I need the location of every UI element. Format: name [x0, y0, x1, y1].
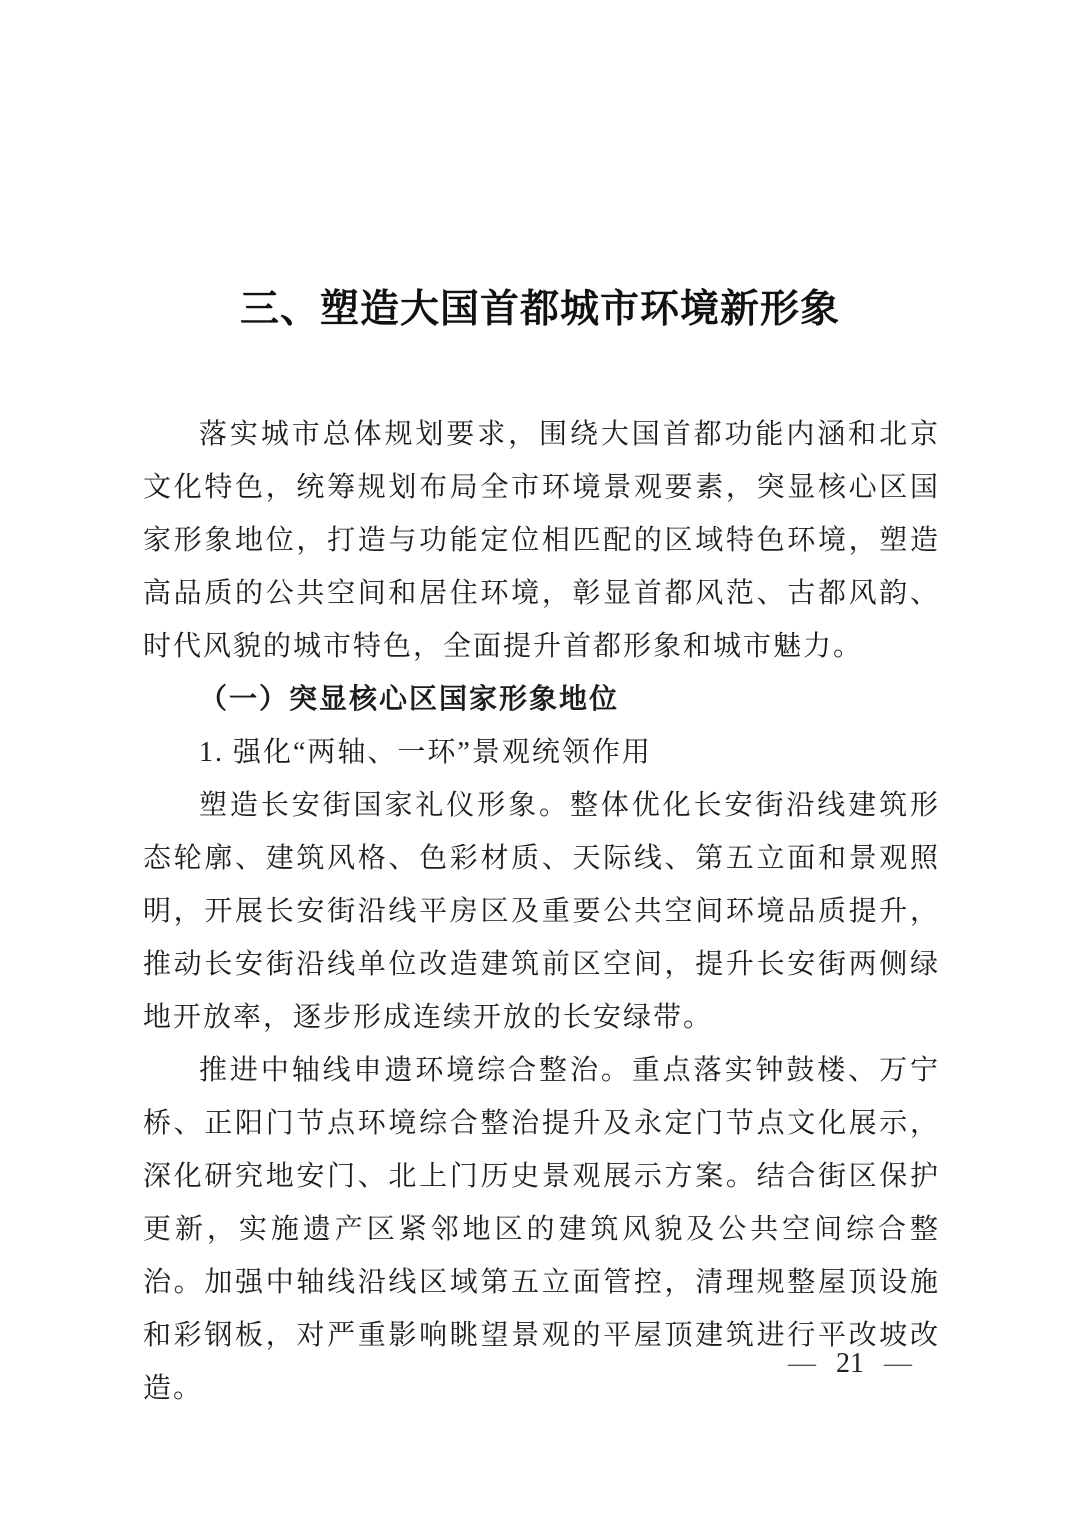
section-heading: （一）突显核心区国家形象地位 — [199, 684, 620, 715]
paragraph-intro: 落实城市总体规划要求，围绕大国首都功能内涵和北京文化特色，统筹规划布局全市环境景观要素，突显核心区国家形象地位，打造与功能定位相匹配的区域特色环境，塑造高品质的公共空间和居住环境，彰显首都风范、古都风韵、时代风貌的城市特色，全面提升首都形象和城市魅力。 — [143, 419, 940, 662]
paragraph-changanjie: 塑造长安街国家礼仪形象。整体优化长安街沿线建筑形态轮廓、建筑风格、色彩材质、天际线、第五立面和景观照明，开展长安街沿线平房区及重要公共空间环境品质提升，推动长安街沿线单位改造建筑前区空间，提升长安街两侧绿地开放率，逐步形成连续开放的长安绿带。 — [143, 790, 940, 1033]
page-number: 21 — [836, 1348, 864, 1379]
page-footer — [788, 1348, 912, 1380]
document-body — [143, 408, 940, 1415]
footer-right-dash: — — [884, 1348, 912, 1379]
page-title: 三、塑造大国首都城市环境新形象 — [239, 288, 840, 331]
subsection-heading: 1. 强化“两轴、一环”景观统领作用 — [199, 737, 652, 768]
footer-left-dash: — — [788, 1348, 816, 1379]
paragraph-zhongzhouxian: 推进中轴线申遗环境综合整治。重点落实钟鼓楼、万宁桥、正阳门节点环境综合整治提升及永定门节点文化展示，深化研究地安门、北上门历史景观展示方案。结合街区保护更新，实施遗产区紧邻地区的建筑风貌及公共空间综合整治。加强中轴线沿线区域第五立面管控，清理规整屋顶设施和彩钢板，对严重影响眺望景观的平屋顶建筑进行平改坡改造。 — [143, 1055, 940, 1404]
